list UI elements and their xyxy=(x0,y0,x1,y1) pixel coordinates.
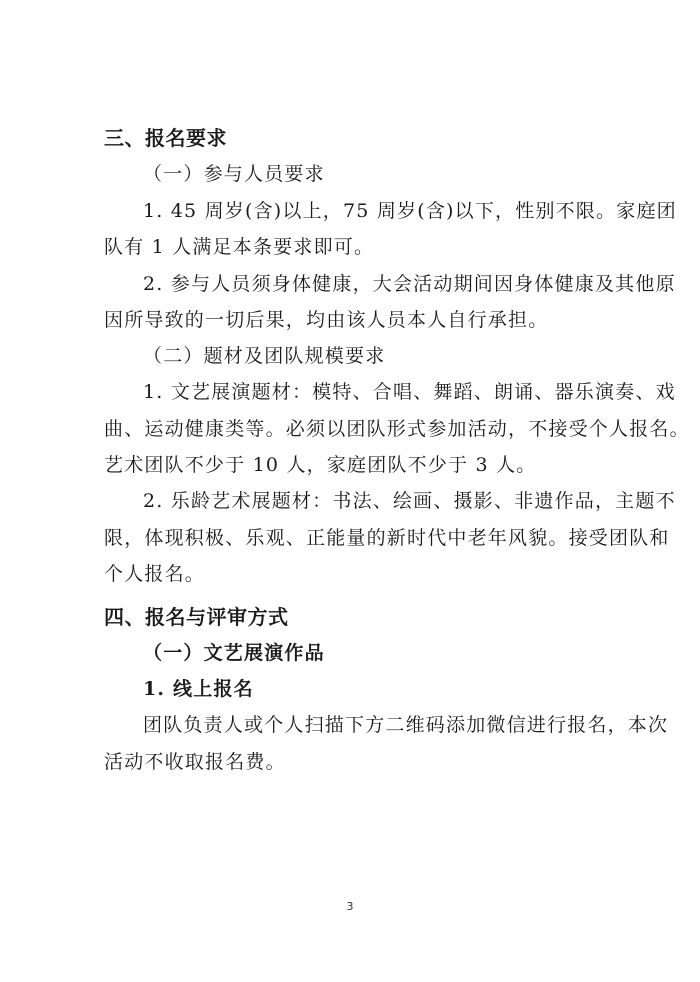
paragraph-line: 曲、运动健康类等。必须以团队形式参加活动，不接受个人报名。 xyxy=(104,418,690,440)
paragraph-line: 个人报名。 xyxy=(104,563,206,585)
subheading-participant-requirements: （一）参与人员要求 xyxy=(143,163,325,185)
subheading-theme-team-size: （二）题材及团队规模要求 xyxy=(143,345,386,367)
paragraph-line: 艺术团队不少于 10 人，家庭团队不少于 3 人。 xyxy=(104,454,537,476)
paragraph-line: 团队负责人或个人扫描下方二维码添加微信进行报名，本次 xyxy=(143,714,669,736)
paragraph-line: 2. 参与人员须身体健康，大会活动期间因身体健康及其他原 xyxy=(143,273,676,295)
paragraph-line: 限，体现积极、乐观、正能量的新时代中老年风貌。接受团队和 xyxy=(104,527,670,549)
paragraph-line: 因所导致的一切后果，均由该人员本人自行承担。 xyxy=(104,309,549,331)
paragraph-line: 活动不收取报名费。 xyxy=(104,751,286,773)
section-heading-registration-requirements: 三、报名要求 xyxy=(104,126,227,150)
paragraph-line: 1. 45 周岁(含)以上，75 周岁(含)以下，性别不限。家庭团 xyxy=(143,200,677,222)
page-number: 3 xyxy=(346,900,354,913)
subheading-online-registration: 1. 线上报名 xyxy=(143,678,254,700)
section-heading-registration-review: 四、报名与评审方式 xyxy=(104,605,289,629)
paragraph-line: 2. 乐龄艺术展题材：书法、绘画、摄影、非遗作品，主题不 xyxy=(143,490,676,512)
paragraph-line: 队有 1 人满足本条要求即可。 xyxy=(104,236,375,258)
paragraph-line: 1. 文艺展演题材：模特、合唱、舞蹈、朗诵、器乐演奏、戏 xyxy=(143,381,676,403)
subheading-performance-works: （一）文艺展演作品 xyxy=(143,642,325,664)
